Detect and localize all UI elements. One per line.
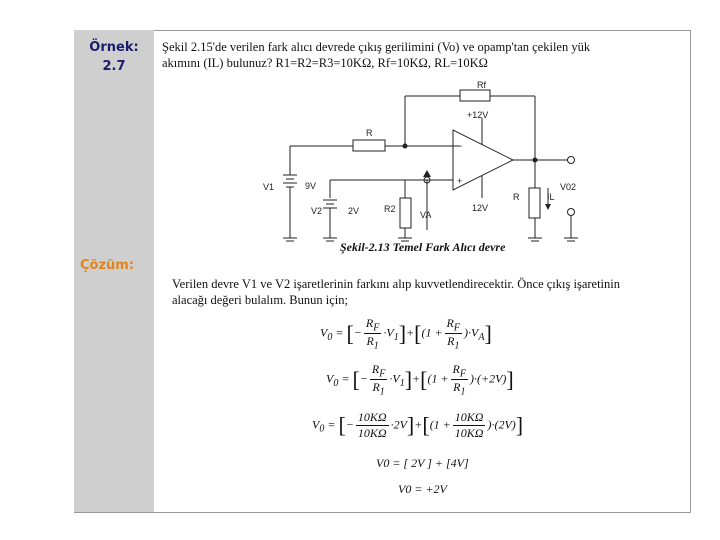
r2-resistor <box>400 198 411 228</box>
question-text <box>162 39 684 71</box>
r1-resistor <box>353 140 385 151</box>
equation-final: V0 = +2V <box>398 482 447 496</box>
label-v2-value: 2V <box>348 206 360 216</box>
equation-1: $V_0$ = [− $\frac{R_F}{R_1}$ $\cdot V_1]+[(1$ + $\frac{R_F}{R_1}$ )$\cdot V_A$] <box>320 316 492 352</box>
example-label-text: Örnek: <box>89 40 139 55</box>
solution-label: Çözüm: <box>80 258 135 273</box>
label-r1: R <box>366 128 373 138</box>
label-plus12: +12V <box>467 110 489 120</box>
va-arrow-icon <box>423 170 431 177</box>
label-va: VA <box>420 210 432 220</box>
label-il: IL <box>547 192 555 202</box>
label-vo: V02 <box>560 182 577 192</box>
label-rl: R <box>513 192 520 202</box>
circuit-diagram <box>255 78 595 248</box>
solution-line-2: alacağı değeri bulalım. Bunun için; <box>172 293 348 307</box>
label-minus-input: − <box>457 141 463 151</box>
question-line-2: akımını (IL) bulunuz? R1=R2=R3=10KΩ, Rf=10KΩ, RL=10KΩ <box>162 56 488 70</box>
question-line-1: Şekil 2.15'de verilen fark alıcı devrede çıkış gerilimini (Vo) ve opamp'tan çekilen yük <box>162 40 591 54</box>
il-arrow-icon <box>545 204 551 210</box>
label-v2: V2 <box>311 206 323 216</box>
label-minus12: 12V <box>472 203 489 213</box>
rl-resistor <box>529 188 540 218</box>
label-r2: R2 <box>384 204 396 214</box>
equation-4: V0 = [ 2V ] + [4V] <box>376 456 469 470</box>
equation-3: $V_0$ = [− $\frac{10K\Omega}{10K\Omega}$ ·2V]+[(1 + $\frac{10K\Omega}{10K\Omega}$ )·(2V)] <box>312 410 524 440</box>
label-v1-value: 9V <box>305 181 317 191</box>
example-number: 2.7 <box>102 59 126 74</box>
label-plus-input: + <box>457 176 463 186</box>
solution-line-1: Verilen devre V1 ve V2 işaretlerinin farkını alıp kuvvetlendirecektir. Önce çıkış işaretinin <box>172 277 621 291</box>
rf-resistor <box>460 90 490 101</box>
figure-caption: Şekil-2.13 Temel Fark Alıcı devre <box>340 240 506 254</box>
label-rf: Rf <box>477 80 486 90</box>
solution-text <box>172 276 684 308</box>
label-v1: V1 <box>263 182 275 192</box>
example-label <box>74 38 154 76</box>
equation-2: $V_0$ = [− $\frac{R_F}{R_1}$ $\cdot V_1]+[(1$ + $\frac{R_F}{R_1}$ )·(+2V)] <box>326 362 514 398</box>
